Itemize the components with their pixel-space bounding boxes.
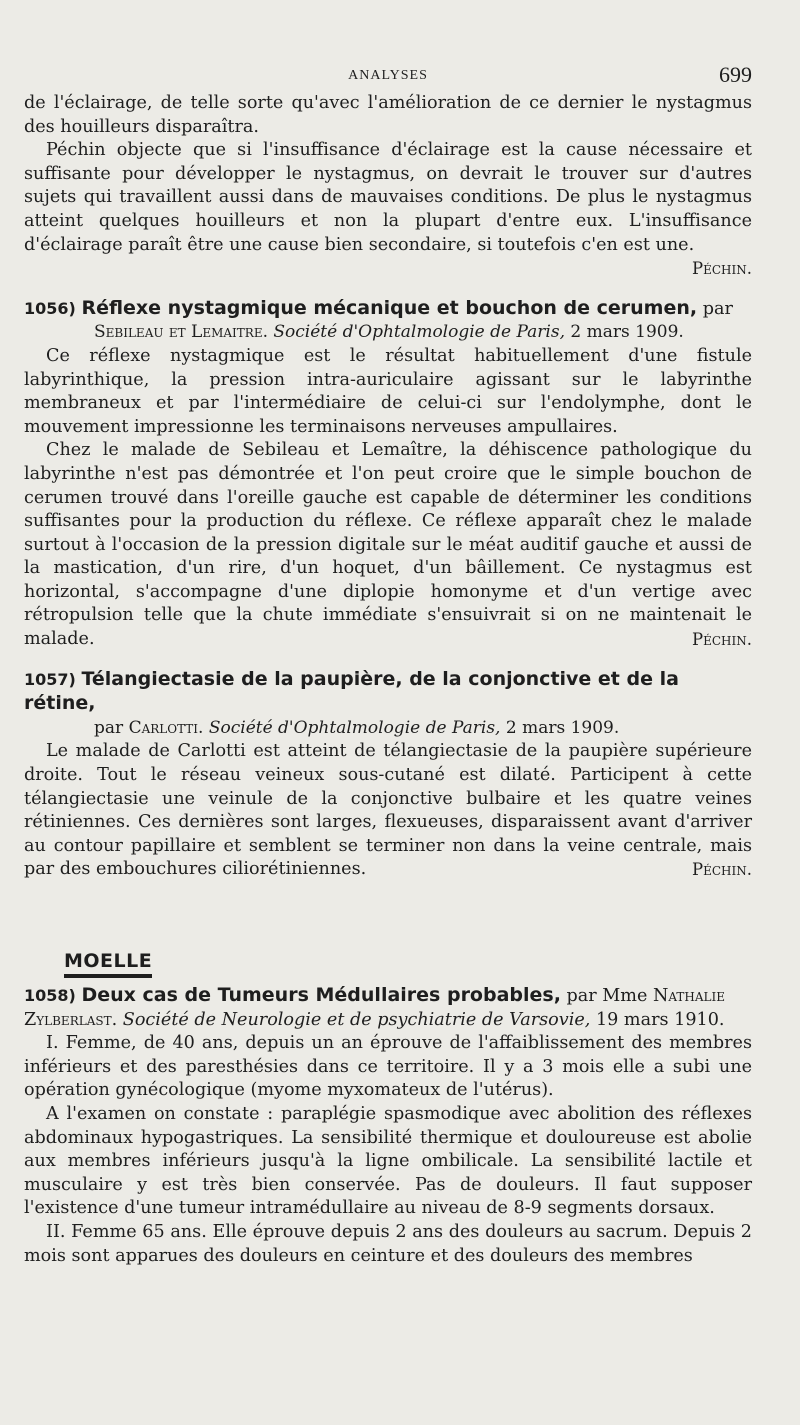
- signature: Péchin.: [692, 259, 752, 279]
- entry-title: Deux cas de Tumeurs Médullaires probables,: [81, 984, 561, 1006]
- entry-title: Réflexe nystagmique mécanique et bouchon de cerumen,: [81, 296, 698, 319]
- abstract-entry-1058: [24, 984, 752, 1268]
- section-wrap: [24, 882, 752, 972]
- entry-date: 2 mars 1909.: [505, 717, 620, 738]
- entry-title: Télangiectasie de la paupière, de la conjonctive et de la rétine,: [24, 667, 679, 715]
- entry-authors: Nathalie Zylberlast.: [24, 986, 726, 1030]
- page-number: 699: [719, 62, 752, 87]
- entry-body: [24, 345, 752, 652]
- entry-citation: [24, 321, 752, 345]
- entry-heading: [24, 297, 752, 322]
- entry-journal: Société d'Ophtalmologie de Paris,: [273, 322, 565, 343]
- entry-by: par Mme: [566, 986, 648, 1006]
- entry-paragraph: II. Femme 65 ans. Elle éprouve depuis 2 ans des douleurs au sacrum. Depuis 2 mois sont apparues des douleurs en ceinture et des douleurs des membres: [24, 1221, 752, 1266]
- section-heading: MOELLE: [64, 950, 152, 978]
- entry-paragraph: I. Femme, de 40 ans, depuis un an éprouve de l'affaiblissement des membres inférieurs et des paresthésies dans ce territoire. Il y a 3 mois elle a subi une opération gynécologique (myome myxomateux de l'utérus).: [24, 1033, 752, 1101]
- entry-authors: Carlotti.: [128, 717, 204, 738]
- entry-heading: [24, 984, 752, 1032]
- entry-date: 2 mars 1909.: [570, 322, 684, 343]
- entry-paragraph-text: Le malade de Carlotti est atteint de télangiectasie de la paupière supérieure droite. Tout le réseau veineux sous-cutané est dilaté. Participent à cette télangiectasie une veinule de la conjonctive bulbaire et les quatre veines rétiniennes. Ces dernières sont larges, flexueuses, disparaissent avant d'arriver au contour papillaire et semblent se terminer non dans la veine centrale, mais par des embouchures ciliorétiniennes.: [24, 741, 752, 880]
- signature: Péchin.: [692, 860, 752, 880]
- entry-paragraph: [24, 439, 752, 651]
- signature: Péchin.: [692, 630, 752, 650]
- entry-authors: Sebileau et Lemaitre.: [94, 322, 268, 343]
- running-title: ANALYSES: [348, 68, 428, 83]
- entry-paragraph: A l'examen on constate : paraplégie spasmodique avec abolition des réflexes abdominaux hypogastriques. La sensibilité thermique et douloureuse est abolie aux membres inférieurs jusqu'à la ligne ombilicale. La sensibilité lactile et musculaire y est très bien conservée. Pas de douleurs. Il faut supposer l'existence d'une tumeur intramédullaire au niveau de 8-9 segments dorsaux.: [24, 1103, 752, 1219]
- entry-by: par: [702, 298, 733, 319]
- entry-body: [24, 1032, 752, 1268]
- intro-text: [24, 92, 752, 281]
- entry-paragraph: [24, 740, 752, 882]
- entry-paragraph-text: Chez le malade de Sebileau et Lemaître, la déhiscence pathologique du labyrinthe n'est pas démontrée et l'on peut croire que le simple bouchon de cerumen trouvé dans l'oreille gauche est capable de déterminer les conditions suffisantes pour la production du réflexe. Ce réflexe apparaît chez le malade surtout à l'occasion de la pression digitale sur le méat auditif gauche et aussi de la mastication, d'un rire, d'un hoquet, d'un bâillement. Ce nystagmus est horizontal, s'accompagne d'une diplopie homonyme et d'un vertige avec rétropulsion telle que la chute immédiate s'ensuivrait si on ne maintenait le malade.: [24, 440, 752, 650]
- entry-body: [24, 740, 752, 882]
- entry-journal: Société d'Ophtalmologie de Paris,: [208, 717, 501, 738]
- entry-number: 1058): [24, 986, 76, 1005]
- entry-number: 1057): [24, 669, 76, 689]
- entry-journal: Société de Neurologie et de psychiatrie de Varsovie,: [122, 1009, 591, 1030]
- entry-date: 19 mars 1910.: [595, 1009, 725, 1030]
- intro-paragraph: de l'éclairage, de telle sorte qu'avec l'amélioration de ce dernier le nystagmus des houilleurs disparaîtra.: [24, 93, 752, 137]
- entry-citation: [24, 717, 752, 741]
- abstract-entry-1056: [24, 297, 752, 652]
- abstract-entry-1057: [24, 668, 752, 882]
- entry-number: 1056): [24, 298, 76, 318]
- entry-heading: [24, 668, 752, 717]
- entry-paragraph: Ce réflexe nystagmique est le résultat habituellement d'une fistule labyrinthique, la pression intra-auriculaire agissant sur le labyrinthe membraneux et par l'intermédiaire de celui-ci sur l'endolymphe, dont le mouvement impressionne les terminaisons nerveuses ampullaires.: [24, 345, 752, 437]
- entry-by: par: [94, 717, 124, 738]
- intro-paragraph: Péchin objecte que si l'insuffisance d'éclairage est la cause nécessaire et suffisante pour développer le nystagmus, on devrait le trouver sur d'autres sujets qui travaillent aussi dans de mauvaises conditions. De plus le nystagmus atteint quelques houilleurs et non la plupart d'entre eux. L'insuffisance d'éclairage paraît être une cause bien secondaire, si toutefois c'en est une.: [24, 140, 752, 255]
- running-header: [24, 62, 752, 92]
